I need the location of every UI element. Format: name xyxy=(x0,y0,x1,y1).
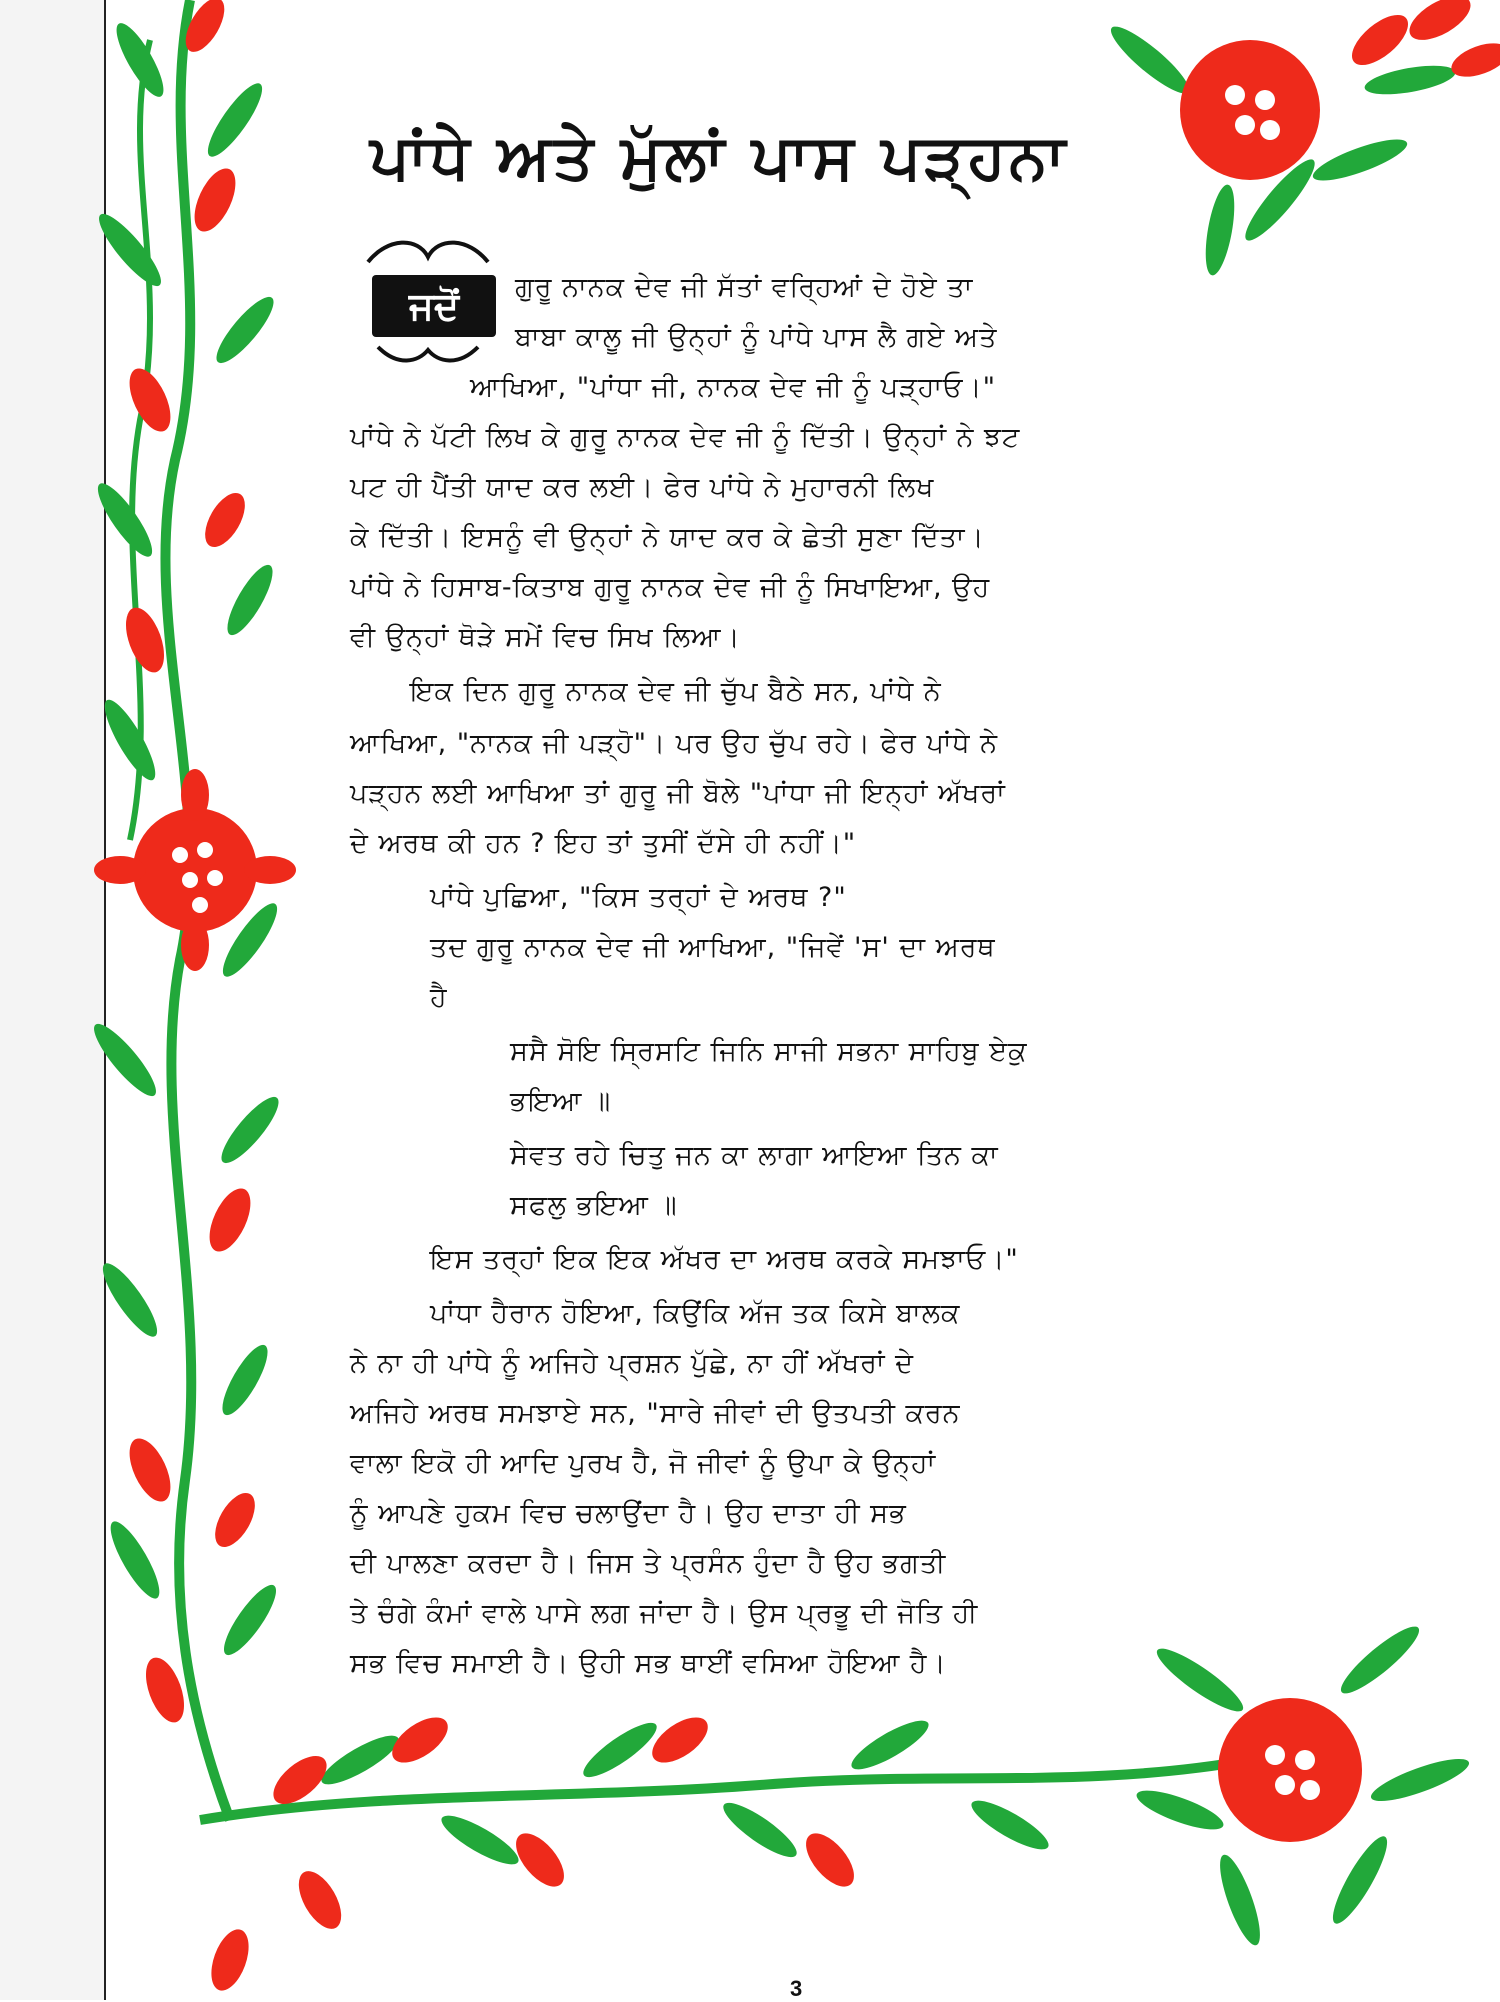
text-line: ਬਾਬਾ ਕਾਲੂ ਜੀ ਉਨ੍ਹਾਂ ਨੂੰ ਪਾਂਧੇ ਪਾਸ ਲੈ ਗਏ ਅਤੇ xyxy=(515,322,998,353)
text-line: ਪਾਂਧੇ ਨੇ ਹਿਸਾਬ-ਕਿਤਾਬ ਗੁਰੂ ਨਾਨਕ ਦੇਵ ਜੀ ਨੂੰ ਸਿਖਾਇਆ, ਉਹ xyxy=(350,572,991,603)
text-line: ਦੀ ਪਾਲਣਾ ਕਰਦਾ ਹੈ। ਜਿਸ ਤੇ ਪ੍ਰਸੰਨ ਹੁੰਦਾ ਹੈ ਉਹ ਭਗਤੀ xyxy=(350,1548,947,1579)
page-number: 3 xyxy=(790,1976,803,2001)
text-line: ਪਾਂਧਾ ਹੈਰਾਨ ਹੋਇਆ, ਕਿਉਂਕਿ ਅੱਜ ਤਕ ਕਿਸੇ ਬਾਲਕ xyxy=(430,1298,961,1329)
verse-line: ਭਇਆ ॥ xyxy=(510,1086,612,1117)
text-line: ਕੇ ਦਿੱਤੀ। ਇਸਨੂੰ ਵੀ ਉਨ੍ਹਾਂ ਨੇ ਯਾਦ ਕਰ ਕੇ ਛੇਤੀ ਸੁਣਾ ਦਿੱਤਾ। xyxy=(350,522,985,553)
text-line: ਆਖਿਆ, "ਪਾਂਧਾ ਜੀ, ਨਾਨਕ ਦੇਵ ਜੀ ਨੂੰ ਪੜ੍ਹਾਓ।" xyxy=(470,372,997,403)
text-line: ਆਖਿਆ, "ਨਾਨਕ ਜੀ ਪੜ੍ਹੋ"। ਪਰ ਉਹ ਚੁੱਪ ਰਹੇ। ਫੇਰ ਪਾਂਧੇ ਨੇ xyxy=(350,728,998,759)
text-line: ਤੇ ਚੰਗੇ ਕੰਮਾਂ ਵਾਲੇ ਪਾਸੇ ਲਗ ਜਾਂਦਾ ਹੈ। ਉਸ ਪ੍ਰਭੂ ਦੀ ਜੋਤਿ ਹੀ xyxy=(350,1598,979,1629)
text-line: ਹੈ xyxy=(430,982,448,1013)
text-line: ਪਾਂਧੇ ਪੁਛਿਆ, "ਕਿਸ ਤਰ੍ਹਾਂ ਦੇ ਅਰਥ ?" xyxy=(430,882,847,913)
text-line: ਪਾਂਧੇ ਨੇ ਪੱਟੀ ਲਿਖ ਕੇ ਗੁਰੂ ਨਾਨਕ ਦੇਵ ਜੀ ਨੂੰ ਦਿੱਤੀ। ਉਨ੍ਹਾਂ ਨੇ ਝਟ xyxy=(350,422,1021,453)
verse-line: ਸੇਵਤ ਰਹੇ ਚਿਤੁ ਜਨ ਕਾ ਲਾਗਾ ਆਇਆ ਤਿਨ ਕਾ xyxy=(510,1140,999,1171)
text-line: ਵੀ ਉਨ੍ਹਾਂ ਥੋੜੇ ਸਮੇਂ ਵਿਚ ਸਿਖ ਲਿਆ। xyxy=(350,622,741,653)
text-line: ਇਸ ਤਰ੍ਹਾਂ ਇਕ ਇਕ ਅੱਖਰ ਦਾ ਅਰਥ ਕਰਕੇ ਸਮਝਾਓ।" xyxy=(430,1244,1019,1275)
dropcap-letter: ਜਦੋਂ xyxy=(372,275,496,337)
text-line: ਪਟ ਹੀ ਪੈਂਤੀ ਯਾਦ ਕਰ ਲਈ। ਫੇਰ ਪਾਂਧੇ ਨੇ ਮੁਹਾਰਨੀ ਲਿਖ xyxy=(350,472,935,503)
verse-line: ਸਸੈ ਸੋਇ ਸ੍ਰਿਸਟਿ ਜਿਨਿ ਸਾਜੀ ਸਭਨਾ ਸਾਹਿਬੁ ਏਕੁ xyxy=(510,1036,1028,1067)
text-line: ਗੁਰੂ ਨਾਨਕ ਦੇਵ ਜੀ ਸੱਤਾਂ ਵਰ੍ਹਿਆਂ ਦੇ ਹੋਏ ਤਾ xyxy=(515,272,974,303)
page-title: ਪਾਂਧੇ ਅਤੇ ਮੁੱਲਾਂ ਪਾਸ ਪੜ੍ਹਨਾ xyxy=(370,120,1069,193)
verse-line: ਸਫਲੁ ਭਇਆ ॥ xyxy=(510,1190,678,1221)
text-line: ਤਦ ਗੁਰੂ ਨਾਨਕ ਦੇਵ ਜੀ ਆਖਿਆ, "ਜਿਵੇਂ 'ਸ' ਦਾ ਅਰਥ xyxy=(430,932,996,963)
text-line: ਸਭ ਵਿਚ ਸਮਾਈ ਹੈ। ਉਹੀ ਸਭ ਥਾਈਂ ਵਸਿਆ ਹੋਇਆ ਹੈ। xyxy=(350,1648,947,1679)
text-line: ਅਜਿਹੇ ਅਰਥ ਸਮਝਾਏ ਸਨ, "ਸਾਰੇ ਜੀਵਾਂ ਦੀ ਉਤਪਤੀ ਕਰਨ xyxy=(350,1398,961,1429)
text-line: ਇਕ ਦਿਨ ਗੁਰੂ ਨਾਨਕ ਦੇਵ ਜੀ ਚੁੱਪ ਬੈਠੇ ਸਨ, ਪਾਂਧੇ ਨੇ xyxy=(410,676,942,707)
text-line: ਨੇ ਨਾ ਹੀ ਪਾਂਧੇ ਨੂੰ ਅਜਿਹੇ ਪ੍ਰਸ਼ਨ ਪੁੱਛੇ, ਨਾ ਹੀਂ ਅੱਖਰਾਂ ਦੇ xyxy=(350,1348,914,1379)
text-line: ਪੜ੍ਹਨ ਲਈ ਆਖਿਆ ਤਾਂ ਗੁਰੂ ਜੀ ਬੋਲੇ "ਪਾਂਧਾ ਜੀ ਇਨ੍ਹਾਂ ਅੱਖਰਾਂ xyxy=(350,778,1006,809)
text-line: ਵਾਲਾ ਇਕੋ ਹੀ ਆਦਿ ਪੁਰਖ ਹੈ, ਜੋ ਜੀਵਾਂ ਨੂੰ ਉਪਾ ਕੇ ਉਨ੍ਹਾਂ xyxy=(350,1448,937,1479)
text-line: ਨੂੰ ਆਪਣੇ ਹੁਕਮ ਵਿਚ ਚਲਾਉਂਦਾ ਹੈ। ਉਹ ਦਾਤਾ ਹੀ ਸਭ xyxy=(350,1498,907,1529)
text-line: ਦੇ ਅਰਥ ਕੀ ਹਨ ? ਇਹ ਤਾਂ ਤੁਸੀਂ ਦੱਸੇ ਹੀ ਨਹੀਂ।" xyxy=(350,828,857,859)
